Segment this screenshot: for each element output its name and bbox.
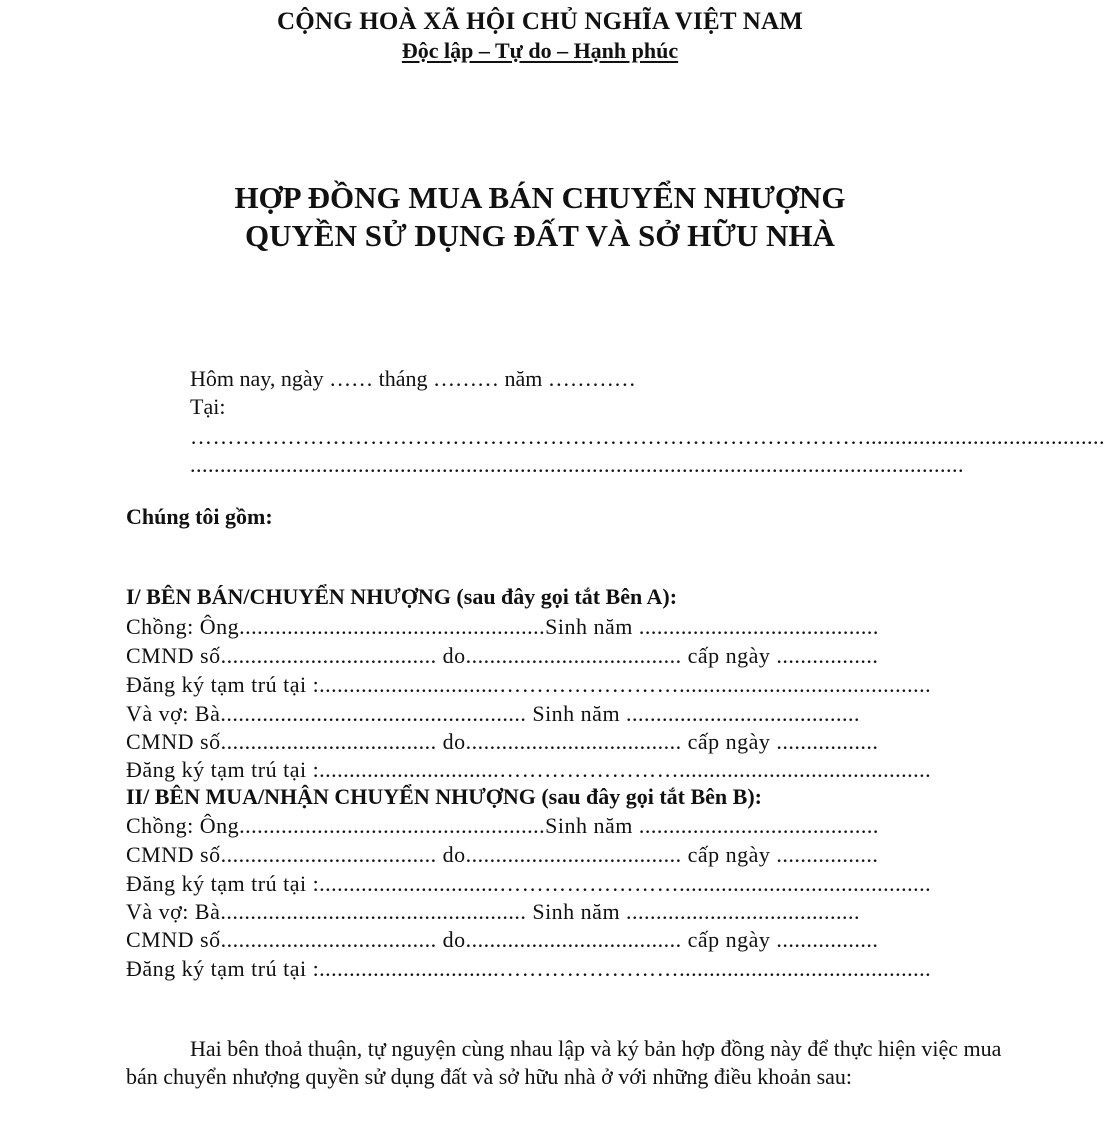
nation-header: CỘNG HOÀ XÃ HỘI CHỦ NGHĨA VIỆT NAM [276,8,804,35]
party-b-heading: II/ BÊN MUA/NHẬN CHUYỂN NHƯỢNG (sau đây gọi tắt Bên B): [126,784,762,809]
contract-title-line1: HỢP ĐỒNG MUA BÁN CHUYỂN NHƯỢNG [234,180,846,215]
place-dots-line-1: ………………………………………………………………………………........................................ [190,424,1105,449]
parties-intro: Chúng tôi gồm: [126,504,273,529]
party-a-row: Đăng ký tạm trú tại :..............................…………………….......................................... [126,672,932,697]
motto-text: Độc lập – Tự do – Hạnh phúc [401,38,679,63]
motto [0,38,1080,64]
party-a-row: CMND số.................................... do.................................... cấp ngày ................. [126,729,879,754]
party-b-row: Và vợ: Bà................................................... Sinh năm ....................................... [126,899,861,924]
party-a-row: Chồng: Ông...................................................Sinh năm ........................................ [126,614,879,639]
party-a-row: CMND số.................................... do.................................... cấp ngày ................. [126,643,879,668]
party-b-row: CMND số.................................... do.................................... cấp ngày ................. [126,842,879,867]
party-a-row: Đăng ký tạm trú tại :..............................…………………….......................................... [126,757,932,782]
party-a-row: Và vợ: Bà................................................... Sinh năm ....................................... [126,701,861,726]
party-b-row: Đăng ký tạm trú tại :..............................…………………….......................................... [126,871,932,896]
place-label: Tại: [190,394,226,419]
contract-title-line2: QUYỀN SỬ DỤNG ĐẤT VÀ SỞ HỮU NHÀ [245,218,835,253]
party-a-heading: I/ BÊN BÁN/CHUYỂN NHƯỢNG (sau đây gọi tắt Bên A): [126,584,678,609]
party-b-row: Chồng: Ông...................................................Sinh năm ........................................ [126,813,879,838]
date-line: Hôm nay, ngày …… tháng ……… năm ………… [190,366,636,391]
party-b-row: CMND số.................................... do.................................... cấp ngày ................. [126,927,879,952]
place-dots-line-2: ................................................................................................................................. [190,452,964,477]
agreement-paragraph: Hai bên thoả thuận, tự nguyện cùng nhau lập và ký bản hợp đồng này để thực hiện việc mua bán chuyển nhượng quyền sử dụng đất và sở hữu nhà ở với những điều khoản sau: [126,1036,1002,1089]
party-b-row: Đăng ký tạm trú tại :..............................…………………….......................................... [126,956,932,981]
